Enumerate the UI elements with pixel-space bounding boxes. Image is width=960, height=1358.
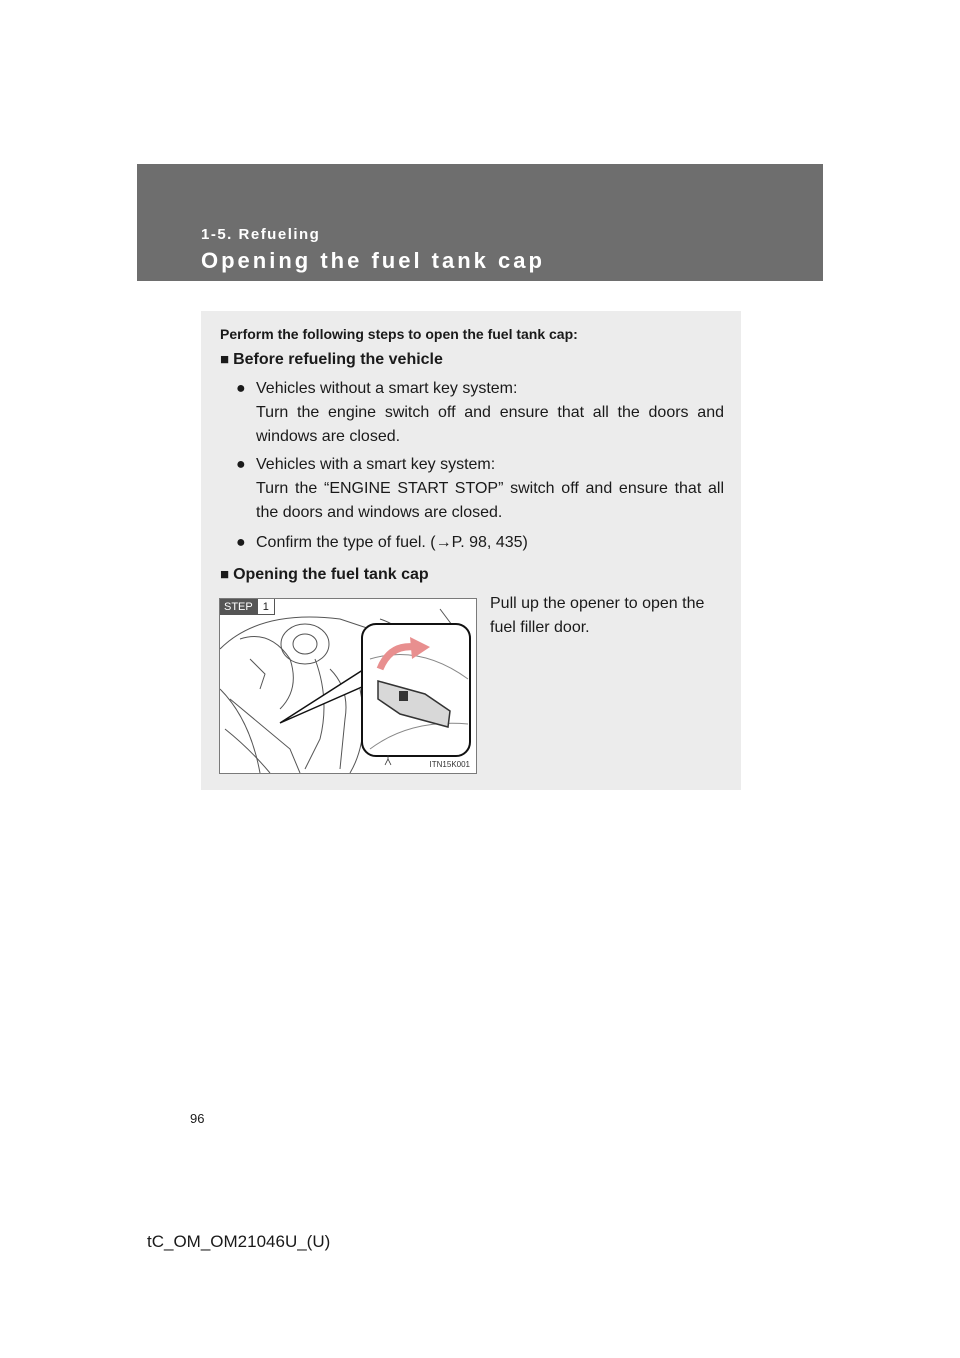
square-bullet-icon: ■ [220, 566, 230, 583]
subhead-opening-cap [220, 566, 429, 584]
fuel-pump-icon [399, 691, 408, 701]
page-title: Opening the fuel tank cap [201, 248, 545, 273]
header-band [137, 164, 823, 281]
subhead-text: Opening the fuel tank cap [233, 566, 429, 583]
bullet-without-smart-key [236, 377, 724, 449]
document-id: tC_OM_OM21046U_(U) [147, 1232, 331, 1251]
bullet-dot-icon: ● [236, 456, 246, 473]
step-instruction: Pull up the opener to open the fuel filler door. [490, 595, 705, 636]
subhead-before-refueling [220, 351, 443, 369]
bullet-body: Turn the engine switch off and ensure that all the doors and windows are closed. [256, 404, 724, 445]
bullet-dot-icon: ● [236, 380, 246, 397]
bullet-body: Confirm the type of fuel. (→P. 98, 435) [256, 534, 528, 551]
bullet-heading: Vehicles without a smart key system: [256, 380, 518, 397]
step-number: 1 [257, 599, 275, 615]
step-badge [220, 599, 275, 615]
bullet-heading: Vehicles with a smart key system: [256, 456, 496, 473]
figure-code: ITN15K001 [429, 760, 470, 769]
bullet-dot-icon: ● [236, 534, 246, 551]
page-number: 96 [190, 1111, 205, 1126]
content-box [201, 311, 741, 790]
fuel-door-opener-illustration [219, 598, 477, 774]
car-interior-illustration [220, 599, 476, 773]
bullet-with-smart-key [236, 453, 724, 525]
bullet-body: Turn the “ENGINE START STOP” switch off and ensure that all the doors and windows are closed. [256, 480, 724, 521]
bullet-confirm-fuel [236, 531, 724, 555]
subhead-text: Before refueling the vehicle [233, 351, 443, 368]
intro-text: Perform the following steps to open the fuel tank cap: [220, 326, 578, 342]
step-label: STEP [220, 599, 257, 615]
square-bullet-icon: ■ [220, 351, 230, 368]
section-label: 1-5. Refueling [201, 226, 321, 243]
